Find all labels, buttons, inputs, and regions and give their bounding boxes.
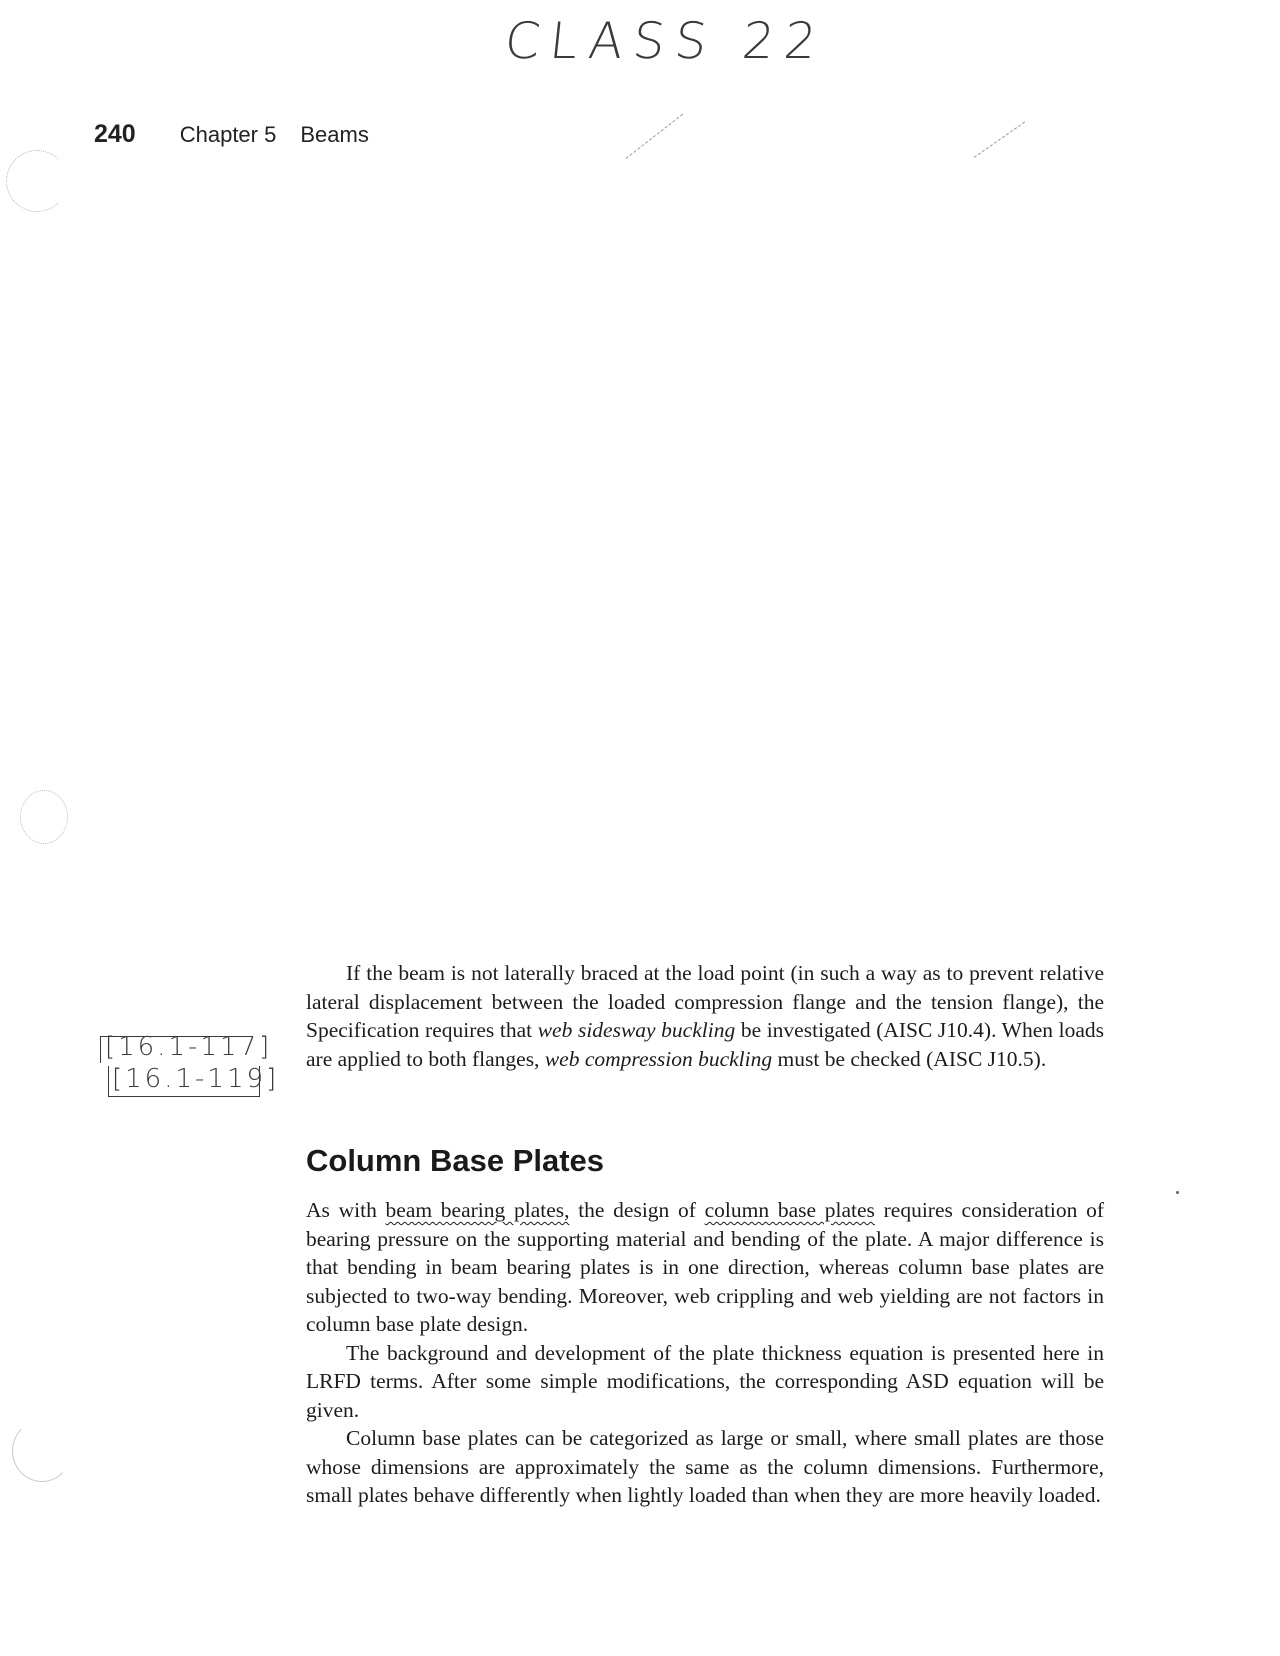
handwritten-reference-note: [16.1-117] (105, 1032, 273, 1062)
punch-hole-mark (6, 150, 68, 212)
punch-hole-mark (12, 1420, 72, 1482)
text-run: If the beam is not laterally braced at the load point (in such a way as to prevent relative lateral displacement between the loaded compression flange and the tension flange), the Specification requires that (306, 961, 1104, 1042)
paragraph (306, 959, 1104, 1073)
text-run: the design of (569, 1198, 705, 1222)
pencil-stroke (626, 114, 683, 159)
pencil-stroke (974, 122, 1025, 158)
paragraph (306, 1196, 1104, 1339)
text-run: be investigated (AISC J10.4). When loads are applied to both flanges, (306, 1018, 1104, 1071)
chapter-label: Chapter 5 (179, 122, 277, 147)
handwritten-reference-note: [16.1-119] (112, 1064, 280, 1094)
running-header (94, 120, 369, 149)
punch-hole-mark (20, 790, 68, 844)
text-run: requires consideration of bearing pressure on the supporting material and bending of the plate. A major difference is that bending in beam bearing plates is in one direction, whereas column base plates are subjected to two-way bending. Moreover, web crippling and web yielding are not factors in column base plate design. (306, 1198, 1105, 1336)
paragraph: The background and development of the plate thickness equation is presented here in LRFD terms. After some simple modifications, the corresponding ASD equation will be given. (306, 1340, 1104, 1422)
underlined-term: column base plates (704, 1198, 875, 1222)
handwritten-class-note: CLASS 22 (501, 12, 830, 70)
italic-term: web sidesway buckling (537, 1018, 736, 1042)
chapter-title: Beams (300, 122, 369, 147)
section-heading: Column Base Plates (306, 1143, 605, 1178)
paragraph-web-sidesway (306, 959, 1104, 1073)
text-run: As with (306, 1198, 386, 1222)
italic-term: web compression buckling (544, 1046, 773, 1071)
underlined-term: beam bearing plates, (385, 1198, 570, 1222)
paragraph: Column base plates can be categorized as large or small, where small plates are those whose dimensions are approximately the same as the column dimensions. Furthermore, small plates behave differently when lightly loaded than when they are more heavily loaded. (306, 1426, 1104, 1507)
page-number: 240 (94, 120, 136, 148)
text-run: must be checked (AISC J10.5). (772, 1046, 1047, 1071)
stray-dot (1176, 1191, 1179, 1194)
section-body (306, 1196, 1104, 1510)
